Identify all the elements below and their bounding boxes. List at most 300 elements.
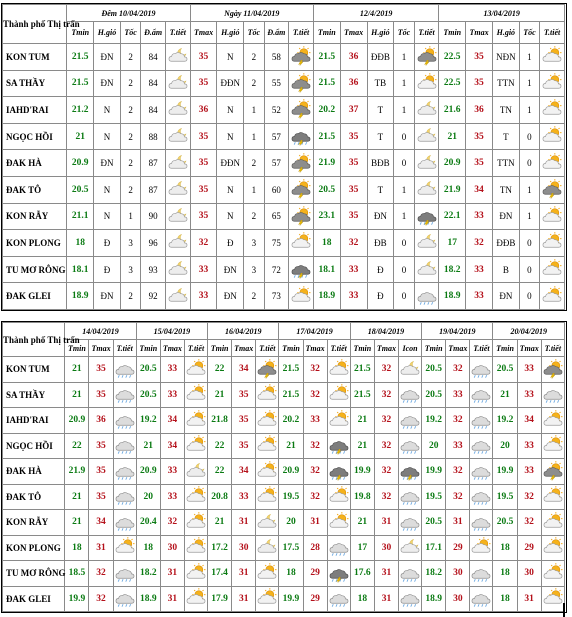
tmin-value: 18.9 xyxy=(139,593,157,604)
wind-speed-value: 0 xyxy=(527,131,532,142)
column-header-text: Icon xyxy=(402,343,418,353)
city-name-text: KON PLONG xyxy=(6,237,61,248)
city-name-text: KON TUM xyxy=(6,364,50,375)
tmin-value: 20.5 xyxy=(139,389,157,400)
tmax-value: 35 xyxy=(198,131,209,142)
tmin-value: 21.9 xyxy=(443,184,461,195)
wind-direction-value: N xyxy=(103,104,111,115)
wind-speed-value: 1 xyxy=(401,51,407,62)
tmax-value: 35 xyxy=(198,184,209,195)
day-header-text: 15/04/2019 xyxy=(153,326,191,336)
column-header-text: H.gió xyxy=(496,28,516,37)
tmax-value: 31 xyxy=(381,593,392,604)
tmin-value: 21 xyxy=(214,389,225,400)
tmin-value: 22 xyxy=(214,364,225,375)
wind-speed-value: 0 xyxy=(527,264,532,275)
tmin-value: 20.9 xyxy=(443,158,461,169)
column-header-text: T.tiết xyxy=(116,343,133,353)
tmax-value: 30 xyxy=(453,568,463,579)
city-name-text: ĐAK GLEI xyxy=(6,593,51,604)
wind-direction-value: Đ xyxy=(103,237,111,248)
humidity-value: 96 xyxy=(148,237,158,248)
tmin-value: 21.5 xyxy=(354,364,371,375)
tmax-value: 33 xyxy=(474,211,484,222)
tmin-value: 20.5 xyxy=(425,517,442,528)
tmax-value: 30 xyxy=(381,542,392,553)
tmin-value: 20.2 xyxy=(318,104,336,115)
tmax-value: 32 xyxy=(310,491,320,502)
city-name-text: ĐAK HÀ xyxy=(6,158,42,169)
tmax-value: 35 xyxy=(198,51,209,62)
wind-speed-value: 2 xyxy=(128,184,133,195)
tmax-value: 35 xyxy=(96,491,106,502)
table-frame-top xyxy=(1,3,567,311)
wind-direction-value: ĐĐB xyxy=(370,51,390,62)
column-header-text: T.tiết xyxy=(169,28,186,37)
column-header-text: Tmin xyxy=(353,343,372,353)
tmin-value: 17 xyxy=(357,542,368,553)
column-header-text: Tmin xyxy=(210,343,229,353)
humidity-value: 75 xyxy=(271,237,281,248)
wind-direction-value: ĐN xyxy=(223,291,237,302)
column-header-text: Tmax xyxy=(469,28,489,37)
tmin-value: 19.8 xyxy=(354,491,371,502)
tmax-value: 29 xyxy=(310,593,320,604)
tmax-value: 32 xyxy=(381,466,392,477)
tmax-value: 33 xyxy=(524,440,534,451)
tmin-value: 21.5 xyxy=(318,131,336,142)
tmin-value: 20.5 xyxy=(496,364,514,375)
day-header-text: 14/04/2019 xyxy=(82,326,119,336)
wind-direction-value: Đ xyxy=(377,291,384,302)
tmax-value: 35 xyxy=(96,466,106,477)
wind-direction-value: ĐĐN xyxy=(220,78,241,89)
tmin-value: 21.8 xyxy=(211,415,228,426)
tmin-value: 21.5 xyxy=(318,51,336,62)
tmin-value: 19.5 xyxy=(282,491,300,502)
tmax-value: 32 xyxy=(453,466,463,477)
tmax-value: 29 xyxy=(310,568,320,579)
wind-speed-value: 1 xyxy=(527,51,532,62)
tmin-value: 19.2 xyxy=(425,415,442,426)
humidity-value: 58 xyxy=(271,51,281,62)
tmax-value: 31 xyxy=(524,593,534,604)
wind-direction-value: ĐN xyxy=(100,78,114,89)
wind-speed-value: 0 xyxy=(401,158,407,169)
tmin-value: 18 xyxy=(500,542,510,553)
wind-direction-value: ĐN xyxy=(223,264,237,275)
tmax-value: 35 xyxy=(474,158,484,169)
tmax-value: 32 xyxy=(453,364,463,375)
tmin-value: 17.6 xyxy=(354,568,371,579)
tmin-value: 19.5 xyxy=(425,491,442,502)
wind-direction-value: ĐN xyxy=(100,51,114,62)
wind-speed-value: 1 xyxy=(251,184,257,195)
tmax-value: 36 xyxy=(474,104,484,115)
tmin-value: 19.9 xyxy=(354,466,371,477)
cursor-mark xyxy=(563,603,565,617)
tmax-value: 33 xyxy=(348,264,359,275)
tmin-value: 18 xyxy=(72,542,82,553)
wind-speed-value: 2 xyxy=(128,291,133,302)
tmin-value: 19.9 xyxy=(425,466,442,477)
tmin-value: 21 xyxy=(75,131,85,142)
day-header-text: 19/04/2019 xyxy=(439,326,476,336)
city-name-text: IAHD'RAI xyxy=(6,415,49,426)
tmax-value: 33 xyxy=(474,264,484,275)
tmin-value: 18.1 xyxy=(318,264,336,275)
day-header-text: Đêm 10/04/2019 xyxy=(101,8,156,18)
tmax-value: 33 xyxy=(453,440,463,451)
column-header-text: T.tiết xyxy=(418,28,435,37)
wind-speed-value: 1 xyxy=(401,211,407,222)
wind-direction-value: N xyxy=(103,211,111,222)
tmax-value: 33 xyxy=(167,466,178,477)
tmax-value: 36 xyxy=(96,415,106,426)
wind-speed-value: 1 xyxy=(128,211,133,222)
wind-direction-value: ĐĐB xyxy=(496,237,516,248)
tmin-value: 20 xyxy=(286,517,296,528)
wind-direction-value: TTN xyxy=(497,158,515,169)
tmax-value: 34 xyxy=(167,415,178,426)
wind-direction-value: N xyxy=(227,211,234,222)
tmin-value: 20.9 xyxy=(282,466,300,477)
tmin-value: 19.9 xyxy=(68,593,86,604)
tmin-value: 17.1 xyxy=(425,542,442,553)
wind-speed-value: 2 xyxy=(251,158,257,169)
tmin-value: 18 xyxy=(75,237,85,248)
tmin-value: 18.5 xyxy=(68,568,86,579)
wind-direction-value: BĐB xyxy=(371,158,390,169)
tmin-value: 18 xyxy=(322,237,332,248)
wind-direction-value: T xyxy=(503,131,509,142)
city-header-text: Thành phố Thị trấn xyxy=(3,334,80,345)
tmax-value: 32 xyxy=(167,517,178,528)
wind-speed-value: 0 xyxy=(401,264,407,275)
column-header-text: T.tiết xyxy=(543,28,561,37)
wind-direction-value: N xyxy=(227,51,234,62)
tmin-value: 21 xyxy=(357,440,368,451)
tmax-value: 33 xyxy=(348,291,359,302)
wind-speed-value: 1 xyxy=(251,104,257,115)
humidity-value: 60 xyxy=(271,184,281,195)
tmin-value: 21.9 xyxy=(318,158,336,169)
tmin-value: 18 xyxy=(143,542,153,553)
column-header-text: Tmax xyxy=(234,343,254,353)
wind-speed-value: 3 xyxy=(128,237,133,248)
tmax-value: 29 xyxy=(524,542,534,553)
tmin-value: 22 xyxy=(72,440,82,451)
city-name-text: ĐAK TÔ xyxy=(6,491,42,502)
wind-direction-value: ĐN xyxy=(100,158,114,169)
city-name-text: ĐAK HÀ xyxy=(6,466,42,477)
wind-direction-value: B xyxy=(502,264,509,275)
column-header-text: Đ.ẩm xyxy=(267,28,286,37)
tmin-value: 17.9 xyxy=(211,593,228,604)
humidity-value: 57 xyxy=(271,131,281,142)
tmax-value: 33 xyxy=(198,291,209,302)
wind-speed-value: 3 xyxy=(251,264,257,275)
day-header-text: 12/4/2019 xyxy=(359,8,393,18)
city-name-text: KON TUM xyxy=(6,51,50,62)
tmax-value: 35 xyxy=(238,415,249,426)
tmin-value: 21 xyxy=(447,131,457,142)
tmin-value: 21 xyxy=(72,364,82,375)
tmin-value: 20 xyxy=(500,440,510,451)
tmin-value: 19.2 xyxy=(496,415,514,426)
tmax-value: 30 xyxy=(524,568,534,579)
wind-speed-value: 0 xyxy=(401,237,407,248)
tmin-value: 20.5 xyxy=(71,184,89,195)
city-name-text: ĐAK GLEI xyxy=(6,291,51,302)
tmax-value: 35 xyxy=(348,158,359,169)
tmin-value: 21.5 xyxy=(71,78,89,89)
tmin-value: 20.9 xyxy=(68,415,86,426)
tmax-value: 31 xyxy=(238,517,249,528)
tmax-value: 36 xyxy=(348,78,359,89)
tmin-value: 19.9 xyxy=(282,593,300,604)
column-header-text: Tmin xyxy=(424,343,443,353)
wind-direction-value: TTN xyxy=(497,78,515,89)
humidity-value: 57 xyxy=(271,158,281,169)
tmin-value: 22 xyxy=(214,440,225,451)
city-name-text: KON PLONG xyxy=(6,542,61,553)
tmin-value: 17.2 xyxy=(211,542,228,553)
wind-direction-value: NĐN xyxy=(496,51,516,62)
tmin-value: 21 xyxy=(72,389,82,400)
tmax-value: 34 xyxy=(238,466,249,477)
tmax-value: 33 xyxy=(524,389,534,400)
tmin-value: 17 xyxy=(447,237,457,248)
tmax-value: 31 xyxy=(96,542,106,553)
tmax-value: 31 xyxy=(167,568,178,579)
tmin-value: 20.4 xyxy=(139,517,157,528)
tmax-value: 35 xyxy=(96,389,106,400)
tmax-value: 31 xyxy=(238,568,249,579)
wind-speed-value: 0 xyxy=(401,131,407,142)
tmin-value: 21.5 xyxy=(71,51,89,62)
day-header-text: 16/04/2019 xyxy=(225,326,262,336)
tmax-value: 32 xyxy=(381,440,392,451)
tmax-value: 35 xyxy=(474,78,484,89)
wind-speed-value: 1 xyxy=(527,184,532,195)
humidity-value: 90 xyxy=(148,211,158,222)
humidity-value: 88 xyxy=(148,131,158,142)
wind-direction-value: T xyxy=(377,184,384,195)
wind-speed-value: 1 xyxy=(401,104,407,115)
tmin-value: 18 xyxy=(500,568,510,579)
wind-direction-value: N xyxy=(103,184,111,195)
wind-direction-value: ĐĐN xyxy=(220,158,241,169)
wind-direction-value: N xyxy=(227,131,234,142)
tmin-value: 20.2 xyxy=(282,415,300,426)
table-frame-bottom xyxy=(1,321,567,613)
tmin-value: 18.9 xyxy=(425,593,442,604)
column-header-text: T.tiết xyxy=(292,28,310,37)
city-name-text: SA THẦY xyxy=(6,78,46,89)
day-header-text: 20/04/2019 xyxy=(510,326,547,336)
tmin-value: 20.8 xyxy=(211,491,228,502)
tmin-value: 21.2 xyxy=(71,104,89,115)
tmax-value: 32 xyxy=(381,364,392,375)
tmax-value: 33 xyxy=(524,364,534,375)
humidity-value: 73 xyxy=(271,291,281,302)
wind-speed-value: 1 xyxy=(251,131,257,142)
tmin-value: 21.5 xyxy=(354,389,371,400)
column-header-text: T.tiết xyxy=(259,343,276,353)
wind-speed-value: 0 xyxy=(527,291,532,302)
column-header-text: Tmax xyxy=(91,343,111,353)
tmax-value: 31 xyxy=(238,593,249,604)
column-header-text: Tốc xyxy=(124,28,137,37)
tmax-value: 35 xyxy=(348,211,359,222)
wind-speed-value: 2 xyxy=(251,211,257,222)
column-header-text: Tmax xyxy=(305,343,325,353)
tmax-value: 31 xyxy=(381,517,392,528)
tmax-value: 35 xyxy=(198,211,209,222)
wind-speed-value: 2 xyxy=(251,291,257,302)
column-header-text: T.tiết xyxy=(187,343,205,353)
tmax-value: 35 xyxy=(96,440,106,451)
wind-direction-value: T xyxy=(377,104,384,115)
tmin-value: 20.5 xyxy=(318,184,336,195)
wind-speed-value: 2 xyxy=(251,51,257,62)
tmax-value: 35 xyxy=(238,389,249,400)
wind-speed-value: 2 xyxy=(128,78,133,89)
column-header-text: H.gió xyxy=(221,28,240,37)
tmin-value: 18.2 xyxy=(425,568,442,579)
column-header-text: Tmin xyxy=(496,343,514,353)
tmax-value: 35 xyxy=(198,158,209,169)
tmax-value: 34 xyxy=(96,517,106,528)
column-header-text: Tmax xyxy=(519,343,539,353)
tmax-value: 31 xyxy=(453,517,463,528)
tmin-value: 21 xyxy=(500,389,510,400)
tmax-value: 34 xyxy=(524,415,534,426)
column-header-text: Tmin xyxy=(71,28,90,37)
city-name-text: ĐAK TÔ xyxy=(6,184,42,195)
day-header-text: 18/04/2019 xyxy=(367,326,405,336)
tmin-value: 18.9 xyxy=(318,291,336,302)
column-header-text: Tmax xyxy=(193,28,214,37)
tmin-value: 20.9 xyxy=(139,466,157,477)
wind-speed-value: 2 xyxy=(128,131,133,142)
tmin-value: 18.9 xyxy=(71,291,89,302)
tmin-value: 21 xyxy=(214,517,225,528)
tmin-value: 22.5 xyxy=(443,78,461,89)
tmax-value: 33 xyxy=(167,364,178,375)
day-header-text: 13/04/2019 xyxy=(483,8,520,18)
city-name-text: KON RẪY xyxy=(6,211,49,222)
column-header-text: Tmin xyxy=(282,343,300,353)
tmax-value: 32 xyxy=(381,389,392,400)
column-header-text: Tốc xyxy=(397,28,411,37)
wind-direction-value: Đ xyxy=(227,237,234,248)
tmax-value: 34 xyxy=(474,184,484,195)
wind-direction-value: ĐN xyxy=(499,291,513,302)
tmax-value: 33 xyxy=(238,491,249,502)
city-name-text: SA THẦY xyxy=(6,389,46,400)
tmin-value: 22 xyxy=(214,466,225,477)
tmax-value: 33 xyxy=(167,389,178,400)
tmin-value: 20 xyxy=(428,440,439,451)
tmin-value: 20.9 xyxy=(71,158,89,169)
tmax-value: 33 xyxy=(474,291,484,302)
tmax-value: 32 xyxy=(96,568,106,579)
tmin-value: 18.9 xyxy=(443,291,461,302)
tmax-value: 32 xyxy=(524,491,534,502)
city-name-text: TU MƠ RÔNG xyxy=(6,568,66,579)
column-header-text: Tmax xyxy=(448,343,468,353)
tmin-value: 19.9 xyxy=(496,466,514,477)
wind-direction-value: TN xyxy=(499,184,512,195)
tmax-value: 33 xyxy=(524,466,534,477)
column-header-text: Đ.ẩm xyxy=(144,28,163,37)
tmax-value: 32 xyxy=(198,237,209,248)
city-name-text: IAHD'RAI xyxy=(6,104,49,115)
tmin-value: 21 xyxy=(72,491,82,502)
tmax-value: 32 xyxy=(524,517,534,528)
tmax-value: 33 xyxy=(167,491,178,502)
tmax-value: 30 xyxy=(167,542,178,553)
wind-direction-value: ĐN xyxy=(499,211,513,222)
tmax-value: 33 xyxy=(453,389,463,400)
tmin-value: 18 xyxy=(286,568,296,579)
tmax-value: 37 xyxy=(348,104,359,115)
city-name-text: KON RẪY xyxy=(6,517,49,528)
tmin-value: 20.5 xyxy=(496,517,514,528)
tmin-value: 21.1 xyxy=(71,211,89,222)
wind-speed-value: 0 xyxy=(527,158,532,169)
tmax-value: 29 xyxy=(453,542,463,553)
humidity-value: 84 xyxy=(148,51,158,62)
tmax-value: 36 xyxy=(348,51,359,62)
tmax-value: 35 xyxy=(474,51,484,62)
humidity-value: 87 xyxy=(148,184,158,195)
humidity-value: 92 xyxy=(148,291,158,302)
humidity-value: 84 xyxy=(148,78,158,89)
column-header-text: Tmin xyxy=(317,28,336,37)
column-header-text: T.tiết xyxy=(544,343,562,353)
tmin-value: 18 xyxy=(500,593,510,604)
wind-speed-value: 3 xyxy=(251,237,257,248)
wind-speed-value: 2 xyxy=(128,51,133,62)
tmin-value: 22.5 xyxy=(443,51,461,62)
tmax-value: 30 xyxy=(453,593,463,604)
tmax-value: 30 xyxy=(238,542,249,553)
tmax-value: 32 xyxy=(310,389,320,400)
wind-direction-value: N xyxy=(227,104,234,115)
tmax-value: 35 xyxy=(198,78,209,89)
tmin-value: 20.5 xyxy=(425,364,442,375)
tmin-value: 21.9 xyxy=(68,466,86,477)
wind-speed-value: 2 xyxy=(128,104,133,115)
tmin-value: 17.4 xyxy=(211,568,228,579)
day-header-text: Ngày 11/04/2019 xyxy=(224,8,280,18)
wind-direction-value: ĐB xyxy=(374,237,387,248)
tmin-value: 19.2 xyxy=(139,415,157,426)
tmin-value: 18.2 xyxy=(443,264,461,275)
tmax-value: 35 xyxy=(348,184,359,195)
day-header-text: 17/04/2019 xyxy=(296,326,333,336)
tmax-value: 31 xyxy=(167,593,178,604)
wind-speed-value: 2 xyxy=(251,78,257,89)
tmax-value: 28 xyxy=(310,542,320,553)
wind-direction-value: TB xyxy=(374,78,387,89)
tmax-value: 34 xyxy=(238,364,249,375)
tmin-value: 17.5 xyxy=(282,542,300,553)
wind-direction-value: TN xyxy=(499,104,512,115)
